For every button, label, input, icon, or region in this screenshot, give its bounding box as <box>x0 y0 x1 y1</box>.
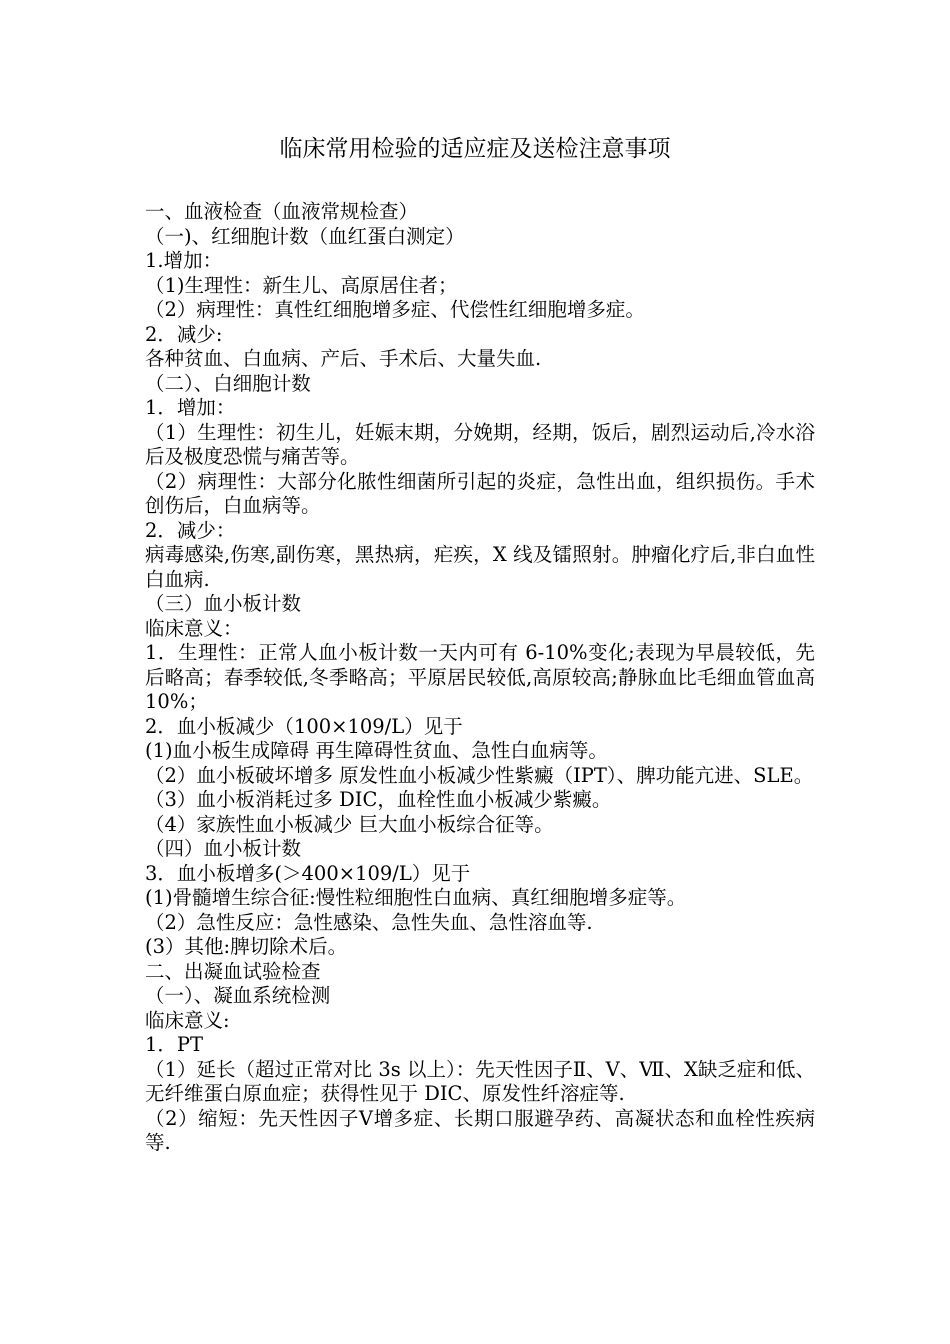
text-line: （2）病理性：真性红细胞增多症、代偿性红细胞增多症。 <box>145 298 645 321</box>
text-line: 各种贫血、白血病、产后、手术后、大量失血. <box>145 347 542 370</box>
text-line: 1．增加： <box>145 396 236 419</box>
text-line: 1.增加： <box>145 249 223 272</box>
text-paragraph: 1．生理性：正常人血小板计数一天内可有 6-10%变化;表现为早晨较低，先后略高；春季较低,冬季略高；平原居民较低,高原较高;静脉血比毛细血管血高 10%； <box>145 641 815 713</box>
text-line: 临床意义: <box>145 1008 230 1032</box>
text-line: 1．PT <box>145 1033 204 1056</box>
section-heading: 二、出凝血试验检查 <box>145 959 321 983</box>
subsection-heading: （三）血小板计数 <box>145 592 302 615</box>
text-line: （4）家族性血小板减少 巨大血小板综合征等。 <box>145 812 554 836</box>
document-body <box>145 200 815 1156</box>
text-line: （1)生理性：新生儿、高原居住者； <box>145 273 458 297</box>
subsection-heading: （一）、凝血系统检测 <box>145 984 331 1007</box>
text-paragraph: （1）生理性：初生儿，妊娠末期，分娩期，经期，饭后，剧烈运动后,冷水浴后及极度恐慌与痛苦等。 <box>145 420 815 468</box>
text-line: (1)血小板生成障碍 再生障碍性贫血、急性白血病等。 <box>145 739 608 762</box>
text-line: (1)骨髓增生综合征:慢性粒细胞性白血病、真红细胞增多症等。 <box>145 886 687 909</box>
text-line: （2）急性反应：急性感染、急性失血、急性溶血等. <box>145 910 593 934</box>
text-line: 2．减少: <box>145 322 223 346</box>
text-paragraph: （1）延长（超过正常对比 3s 以上）：先天性因子Ⅱ、Ⅴ、Ⅶ、Ⅹ缺乏症和低、无纤维蛋白原血症；获得性见于 DIC、原发性纤溶症等. <box>145 1057 815 1105</box>
subsection-heading: （四）血小板计数 <box>145 837 302 860</box>
text-line: 2．血小板减少（100×109/L）见于 <box>145 714 463 738</box>
text-line: 临床意义： <box>145 616 243 640</box>
text-line: （3）血小板消耗过多 DIC，血栓性血小板减少紫癜。 <box>145 788 612 811</box>
text-paragraph: 病毒感染,伤寒,副伤寒，黑热病，疟疾，X 线及镭照射。肿瘤化疗后,非白血性白血病. <box>145 543 815 591</box>
text-paragraph: （2）血小板破坏增多 原发性血小板减少性紫癜（IPT）、脾功能亢进、SLE。 <box>145 763 814 787</box>
document-title: 临床常用检验的适应症及送检注意事项 <box>279 136 671 162</box>
subsection-heading: （一)、红细胞计数（血红蛋白测定） <box>145 224 465 248</box>
section-heading: 一、血液检查（血液常规检查） <box>145 200 419 223</box>
text-line: (3）其他:脾切除术后。 <box>145 935 348 958</box>
text-paragraph: （2）缩短：先天性因子Ⅴ增多症、长期口服避孕药、高凝状态和血栓性疾病等. <box>145 1106 815 1154</box>
text-line: 2．减少： <box>145 518 236 542</box>
text-line: 3．血小板增多(＞400×109/L）见于 <box>145 861 471 885</box>
subsection-heading: （二）、白细胞计数 <box>145 371 311 395</box>
text-paragraph: （2）病理性：大部分化脓性细菌所引起的炎症，急性出血，组织损伤。手术创伤后，白血病等。 <box>145 469 815 517</box>
